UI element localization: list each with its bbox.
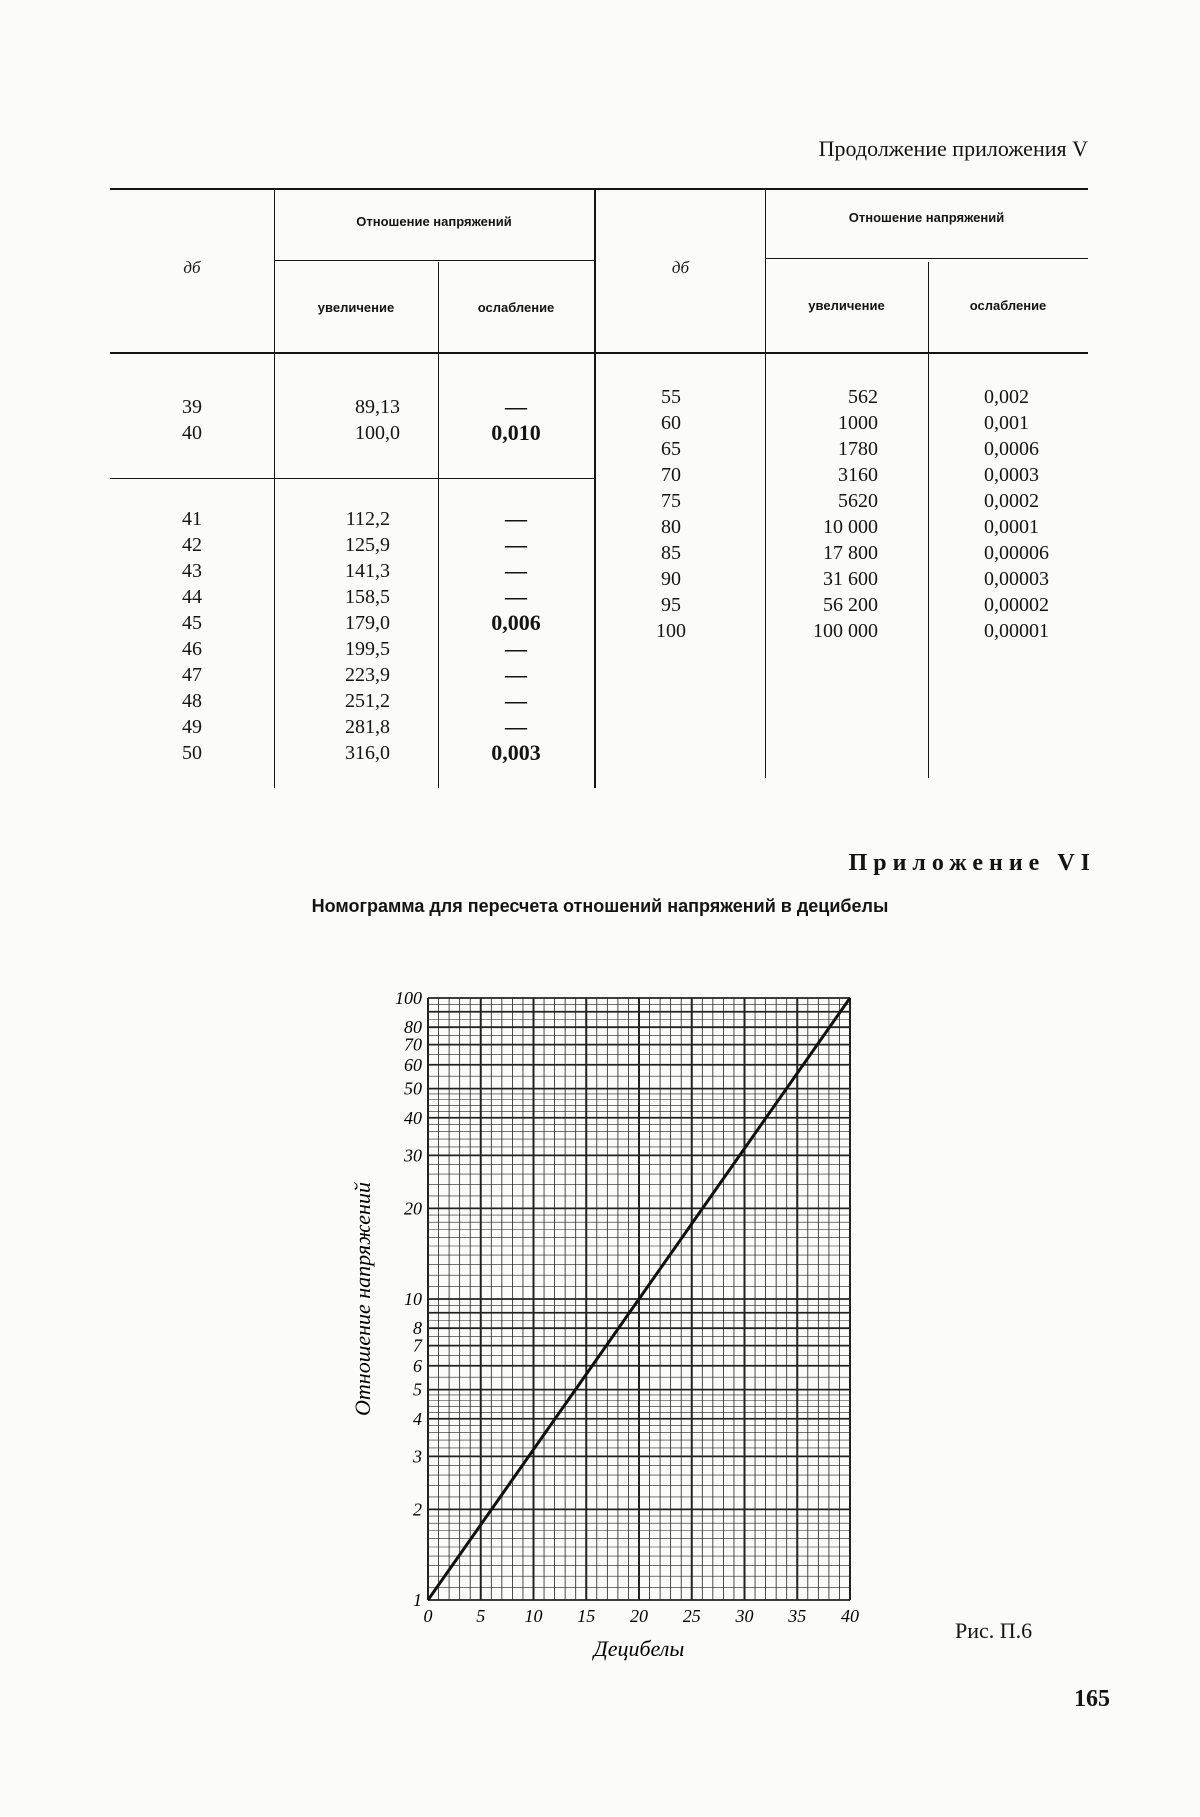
table-cell: 55: [661, 386, 681, 408]
y-tick-label: 70: [404, 1034, 422, 1055]
y-tick-label: 1: [413, 1590, 422, 1610]
table-cell: —: [505, 688, 527, 713]
table-cell: 141,3: [345, 560, 390, 582]
table-top-rule: [110, 188, 1088, 190]
y-tick-label: 100: [395, 988, 422, 1008]
y-tick-label: 3: [413, 1446, 422, 1467]
y-tick-label: 60: [404, 1054, 422, 1075]
y-tick-label: 40: [404, 1107, 422, 1128]
table-cell: —: [505, 584, 527, 609]
table-cell: 89,13: [355, 396, 400, 418]
table-cell: 42: [182, 534, 202, 556]
table-cell: 44: [182, 586, 202, 608]
table-cell: 43: [182, 560, 202, 582]
table-cell: —: [505, 506, 527, 531]
y-tick-label: 4: [413, 1408, 422, 1429]
table-cell: —: [505, 662, 527, 687]
x-tick-label: 30: [735, 1606, 754, 1626]
table-cell: 49: [182, 716, 202, 738]
x-tick-label: 25: [682, 1606, 701, 1626]
right-atten-column: [984, 384, 1088, 644]
header-db-right: дб: [671, 258, 690, 277]
right-gain-column: [770, 384, 878, 644]
table-cell: 75: [661, 490, 681, 512]
y-tick-label: 8: [413, 1318, 422, 1339]
table-cell: 562: [848, 386, 878, 408]
table-cell: 48: [182, 690, 202, 712]
table-cell: 223,9: [345, 664, 390, 686]
table-cell: 0,00002: [984, 594, 1049, 616]
table-cell: 100: [656, 620, 686, 642]
y-tick-label: 30: [404, 1145, 422, 1166]
left-subheader-rule: [274, 260, 594, 261]
table-cell: 41: [182, 508, 202, 530]
y-tick-label: 20: [404, 1198, 422, 1219]
nomogram-chart: [340, 980, 880, 1670]
x-tick-label: 15: [577, 1606, 596, 1626]
table-cell: 112,2: [345, 508, 390, 530]
x-axis-label: Децибелы: [593, 1636, 685, 1661]
table-cell: 0,003: [491, 740, 541, 765]
table-cell: 100 000: [813, 620, 878, 642]
y-tick-label: 5: [413, 1379, 422, 1400]
table-cell: 125,9: [345, 534, 390, 556]
vline-right-gain: [928, 262, 929, 778]
table-cell: 45: [182, 612, 202, 634]
table-cell: 0,002: [984, 386, 1029, 408]
table-cell: 47: [182, 664, 202, 686]
header-atten-left: ослабление: [477, 300, 555, 315]
table-cell: 95: [661, 594, 681, 616]
table-cell: 46: [182, 638, 202, 660]
left-bottom-atten-column: [438, 506, 594, 766]
y-tick-label: 7: [413, 1335, 422, 1356]
table-cell: —: [505, 558, 527, 583]
left-bottom-db-column: [110, 506, 274, 766]
right-db-column: [596, 384, 746, 644]
vline-right-db: [765, 188, 766, 778]
table-cell: 0,006: [491, 610, 541, 635]
table-cell: 0,00003: [984, 568, 1049, 590]
table-cell: 0,0002: [984, 490, 1039, 512]
left-top-atten-column: [438, 394, 594, 446]
header-ratio-right: Отношение напряжений: [848, 210, 1005, 225]
left-top-db-column: [110, 394, 274, 446]
x-tick-label: 10: [524, 1606, 543, 1626]
y-tick-label: 80: [404, 1017, 422, 1038]
table-cell: —: [505, 532, 527, 557]
table-cell: 1780: [838, 438, 878, 460]
nomogram-title: Номограмма для пересчета отношений напряжений в децибелы: [311, 896, 889, 916]
table-cell: 199,5: [345, 638, 390, 660]
table-cell: 158,5: [345, 586, 390, 608]
y-tick-label: 2: [413, 1499, 422, 1520]
x-tick-label: 5: [476, 1606, 486, 1626]
table-cell: 56 200: [823, 594, 878, 616]
table-cell: 17 800: [823, 542, 878, 564]
y-tick-label: 10: [404, 1289, 422, 1309]
table-cell: 0,0006: [984, 438, 1039, 460]
table-cell: 100,0: [355, 422, 400, 444]
page-number: 165: [1074, 1686, 1110, 1712]
vline-left-db: [274, 188, 275, 788]
table-cell: 85: [661, 542, 681, 564]
table-cell: 0,010: [491, 420, 541, 445]
table-cell: 3160: [838, 464, 878, 486]
table-cell: 60: [661, 412, 681, 434]
y-tick-label: 50: [404, 1078, 422, 1099]
table-header-rule: [110, 352, 1088, 354]
table-cell: 1000: [838, 412, 878, 434]
x-tick-label: 35: [788, 1606, 807, 1626]
left-top-gain-column: [290, 394, 400, 446]
table-cell: —: [505, 636, 527, 661]
left-bottom-gain-column: [290, 506, 390, 766]
table-cell: 50: [182, 742, 202, 764]
appendix-title: Приложение VI: [848, 850, 1096, 876]
header-db-left: дб: [183, 258, 201, 277]
table-cell: 0,00001: [984, 620, 1049, 642]
table-cell: 80: [661, 516, 681, 538]
header-atten-right: ослабление: [969, 298, 1047, 313]
table-cell: 40: [182, 422, 202, 444]
continuation-note: Продолжение приложения V: [818, 136, 1088, 161]
table-cell: 316,0: [345, 742, 390, 764]
group-separator-rule: [110, 478, 594, 479]
header-gain-right: увеличение: [808, 298, 885, 313]
table-cell: —: [505, 714, 527, 739]
table-cell: 0,001: [984, 412, 1029, 434]
table-cell: 5620: [838, 490, 878, 512]
table-cell: 0,0001: [984, 516, 1039, 538]
table-cell: 39: [182, 396, 202, 418]
table-cell: 281,8: [345, 716, 390, 738]
table-cell: 10 000: [823, 516, 878, 538]
table-cell: 0,00006: [984, 542, 1049, 564]
right-subheader-rule: [765, 258, 1088, 259]
y-axis-label: Отношение напряжений: [350, 1182, 375, 1416]
table-cell: 65: [661, 438, 681, 460]
x-tick-label: 20: [630, 1606, 648, 1626]
x-tick-label: 40: [841, 1606, 859, 1626]
table-cell: 90: [661, 568, 681, 590]
table-cell: 251,2: [345, 690, 390, 712]
x-tick-label: 0: [423, 1606, 433, 1626]
y-tick-labels: [395, 988, 423, 1610]
header-ratio-left: Отношение напряжений: [356, 214, 512, 229]
y-tick-label: 6: [413, 1355, 422, 1376]
table-cell: —: [505, 394, 527, 419]
table-cell: 179,0: [345, 612, 390, 634]
x-tick-labels: [424, 1606, 860, 1626]
table-cell: 0,0003: [984, 464, 1039, 486]
header-gain-left: увеличение: [317, 300, 395, 315]
table-cell: 31 600: [823, 568, 878, 590]
table-cell: 70: [661, 464, 681, 486]
figure-caption: Рис. П.6: [955, 1618, 1033, 1643]
